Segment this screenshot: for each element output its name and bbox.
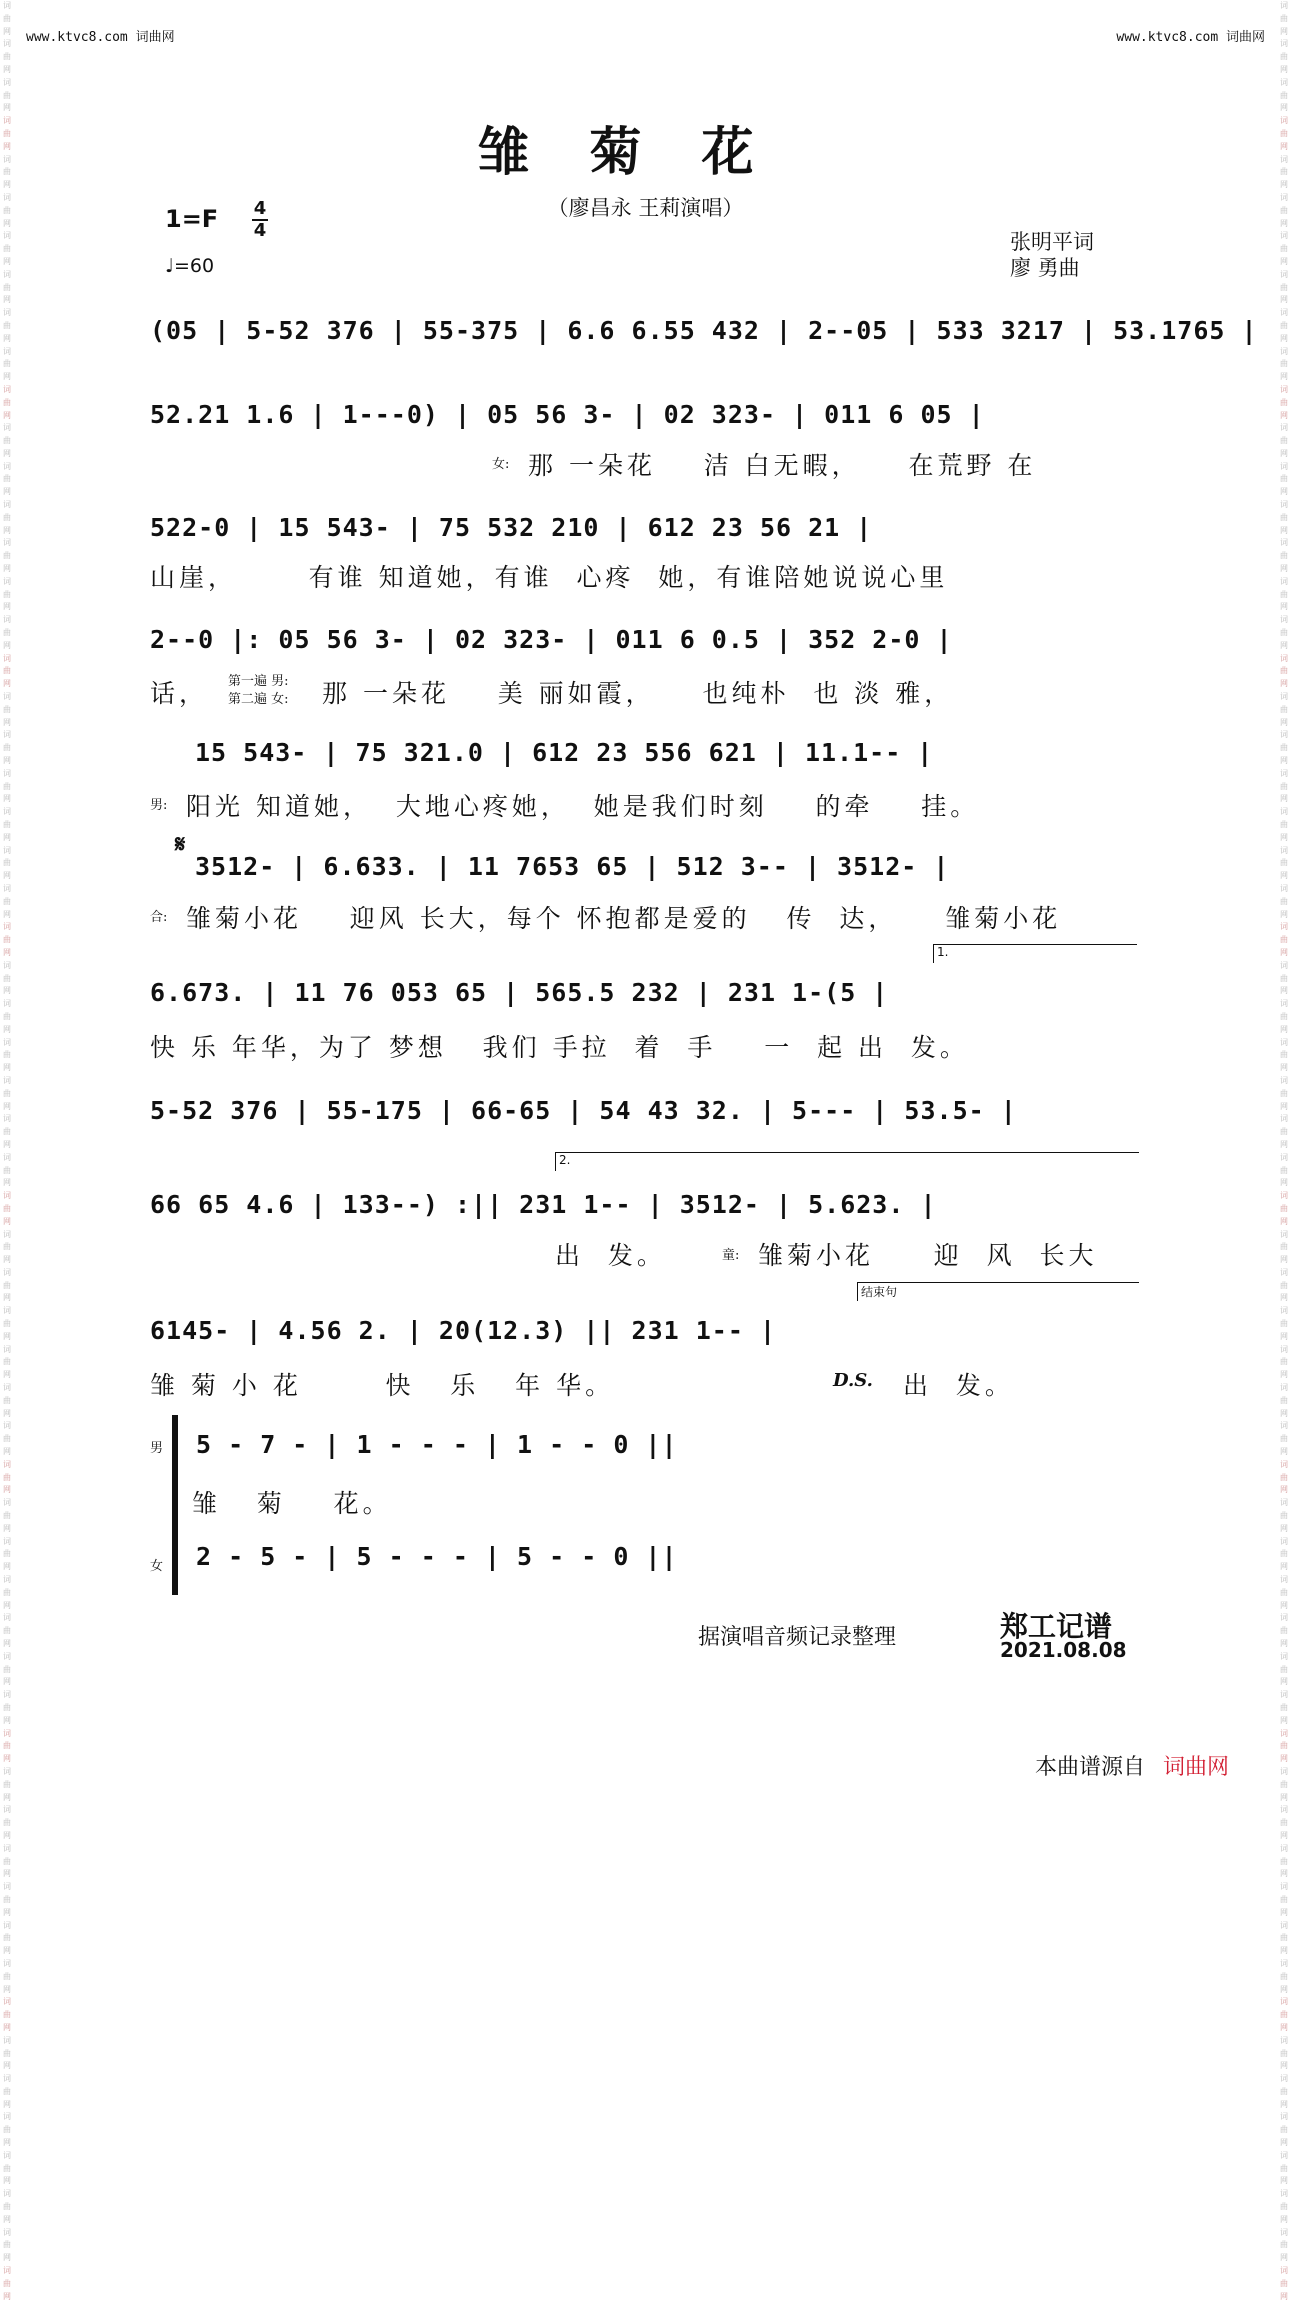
side-watermark-text: 词曲网 xyxy=(1280,692,1288,727)
side-watermark-text: 词曲网 xyxy=(3,1306,11,1341)
side-watermark-text: 词曲网 xyxy=(3,308,11,343)
source-credit xyxy=(1035,1750,1229,1781)
side-watermark-text: 词曲网 xyxy=(1280,154,1288,190)
side-watermark-text: 词曲网 xyxy=(1280,615,1288,650)
side-watermark-text: 词曲网 xyxy=(1280,192,1288,228)
side-watermark-text: 词曲网 xyxy=(3,960,11,996)
lyric-part-label: 女: xyxy=(492,457,510,472)
side-watermark-text: 词曲网 xyxy=(3,1728,11,1764)
side-watermark-text: 词曲网 xyxy=(1280,2074,1288,2109)
side-watermark-text: 词曲网 xyxy=(3,384,11,420)
side-watermark-text: 词曲网 xyxy=(1280,576,1288,612)
side-watermark-text: 词曲网 xyxy=(3,269,11,305)
site-watermark-left: www.ktvc8.com 词曲网 xyxy=(26,30,175,45)
side-watermark-text: 词曲网 xyxy=(3,1075,11,1111)
side-watermark-text: 词曲网 xyxy=(1280,730,1288,766)
score-line-1: (05 | 5-52 376 | 55-375 | 6.6 6.55 432 | 2--05 | 533 3217 | 53.1765 | xyxy=(150,316,1258,345)
side-watermark-text: 词曲网 xyxy=(1280,845,1288,881)
side-watermark-text: 词曲网 xyxy=(3,1037,11,1073)
side-watermark-text: 词曲网 xyxy=(1280,1191,1288,1226)
score-line-6: 3512- | 6.633. | 11 7653 65 | 512 3-- | 3512- | xyxy=(195,852,950,881)
side-watermark-text: 词曲网 xyxy=(3,1191,11,1226)
side-watermark-text: 词曲网 xyxy=(3,1267,11,1303)
score-line-5: 15 543- | 75 321.0 | 612 23 556 621 | 11.1-- | xyxy=(195,738,934,767)
side-watermark-text: 词曲网 xyxy=(3,2189,11,2224)
side-watermark-text: 词曲网 xyxy=(3,2150,11,2186)
side-watermark-text: 词曲网 xyxy=(1280,1536,1288,1572)
lyric-part-label: 男: xyxy=(150,798,168,813)
side-watermark-text: 词曲网 xyxy=(1280,1575,1288,1610)
source-label: 本曲谱源自 xyxy=(1035,1755,1146,1780)
side-watermark-text: 词曲网 xyxy=(1280,768,1288,804)
side-watermark-text: 词曲网 xyxy=(1280,1152,1288,1188)
side-watermark-text: 词曲网 xyxy=(3,500,11,535)
transcription-date: 2021.08.08 xyxy=(1000,1638,1127,1662)
side-watermark-text: 词曲网 xyxy=(1280,500,1288,535)
side-watermark-text: 词曲网 xyxy=(1280,999,1288,1034)
system-brace xyxy=(172,1415,178,1595)
tempo-mark: ♩=60 xyxy=(165,255,215,277)
female-part-label: 女 xyxy=(150,1559,164,1574)
side-watermark-text: 词曲网 xyxy=(1280,1306,1288,1341)
side-watermark-text: 词曲网 xyxy=(1280,1843,1288,1879)
volta-2: 2. xyxy=(555,1152,1139,1171)
side-watermark-text: 词曲网 xyxy=(1280,269,1288,305)
side-watermark-text: 词曲网 xyxy=(3,653,11,689)
side-watermark-text: 词曲网 xyxy=(1280,461,1288,497)
side-watermark-text: 词曲网 xyxy=(3,1920,11,1956)
side-watermark-text: 词曲网 xyxy=(3,1958,11,1994)
side-watermark-text: 词曲网 xyxy=(1280,960,1288,996)
side-watermark-text: 词曲网 xyxy=(3,1,11,36)
lyric-part-label: 合: xyxy=(150,910,168,925)
side-watermark-text: 词曲网 xyxy=(3,1882,11,1917)
side-watermark-text: 词曲网 xyxy=(1280,1997,1288,2032)
side-watermark-text: 词曲网 xyxy=(1280,423,1288,458)
side-watermark-text: 词曲网 xyxy=(1280,39,1288,74)
side-watermark-text: 词曲网 xyxy=(1280,1421,1288,1457)
side-watermark-text: 词曲网 xyxy=(3,1997,11,2032)
side-watermark-text: 词曲网 xyxy=(1280,538,1288,574)
side-watermark-text: 词曲网 xyxy=(1280,1920,1288,1956)
side-watermark-text: 词曲网 xyxy=(1280,2112,1288,2148)
side-watermark-text: 词曲网 xyxy=(1280,1498,1288,1533)
lyric-line-10: 出 发。 xyxy=(903,1371,1014,1400)
side-watermark-text: 词曲网 xyxy=(1280,1037,1288,1073)
lyric-line-4-head: 话， xyxy=(150,679,209,708)
side-watermark-text: 词曲网 xyxy=(1280,1958,1288,1994)
side-watermark-text: 词曲网 xyxy=(1280,308,1288,343)
side-watermark-text: 词曲网 xyxy=(1280,2150,1288,2186)
side-watermark-text: 词曲网 xyxy=(1280,2266,1288,2301)
site-watermark-right: www.ktvc8.com 词曲网 xyxy=(1116,30,1265,45)
lyric-line-10-head: 雏 菊 小 花 快 乐 年 华。 xyxy=(150,1371,615,1400)
ending-male-notes: 5 - 7 - | 1 - - - | 1 - - 0 || xyxy=(196,1430,678,1459)
side-watermark-text: 词曲网 xyxy=(3,692,11,727)
lyric-line-7: 快 乐 年华，为了 梦想 我们 手拉 着 手 一 起 出 发。 xyxy=(150,1033,969,1062)
side-watermark-text: 词曲网 xyxy=(3,1613,11,1648)
side-watermark-text: 词曲网 xyxy=(3,154,11,190)
side-watermark-text: 词曲网 xyxy=(1280,2035,1288,2071)
side-watermark-text: 词曲网 xyxy=(3,576,11,612)
side-watermark-text: 词曲网 xyxy=(3,1383,11,1418)
side-watermark-text: 词曲网 xyxy=(1280,1766,1288,1802)
score-line-2: 52.21 1.6 | 1---0) | 05 56 3- | 02 323- | 011 6 05 | xyxy=(150,400,985,429)
side-watermark-text: 词曲网 xyxy=(3,231,11,266)
score-line-9: 66 65 4.6 | 133--) :|| 231 1-- | 3512- | 5.623. | xyxy=(150,1190,937,1219)
side-watermark-text: 词曲网 xyxy=(3,1498,11,1533)
side-watermark-text: 词曲网 xyxy=(1280,1229,1288,1265)
side-watermark-text: 词曲网 xyxy=(1280,1383,1288,1418)
side-watermark-text: 词曲网 xyxy=(1280,346,1288,382)
side-watermark-text: 词曲网 xyxy=(3,999,11,1034)
score-line-8: 5-52 376 | 55-175 | 66-65 | 54 43 32. | 5--- | 53.5- | xyxy=(150,1096,1017,1125)
side-watermark-text: 词曲网 xyxy=(1280,1690,1288,1725)
side-watermark-text: 词曲网 xyxy=(1280,77,1288,113)
side-watermark-text: 词曲网 xyxy=(1280,1114,1288,1149)
side-watermark-text: 词曲网 xyxy=(3,39,11,74)
side-watermark-text: 词曲网 xyxy=(3,883,11,919)
song-title: 雏菊花 xyxy=(477,122,814,183)
volta-1: 1. xyxy=(933,944,1137,963)
lyric-part-label: 童: xyxy=(722,1248,740,1263)
meter-top: 4 xyxy=(253,198,267,219)
side-watermark-text: 词曲网 xyxy=(1280,2227,1288,2263)
side-watermark-text: 词曲网 xyxy=(3,1459,11,1495)
side-watermark-text: 词曲网 xyxy=(3,2266,11,2301)
lyric-line-4: 那 一朵花 美 丽如霞， 也纯朴 也 淡 雅， xyxy=(322,679,954,708)
side-watermark-text: 词曲网 xyxy=(3,1690,11,1725)
ending-male-lyrics: 雏 菊 花。 xyxy=(192,1489,392,1518)
side-watermark-text: 词曲网 xyxy=(3,1536,11,1572)
side-watermark-text: 词曲网 xyxy=(3,1766,11,1802)
side-watermark-text: 词曲网 xyxy=(3,845,11,881)
score-line-10: 6145- | 4.56 2. | 20(12.3) || 231 1-- | xyxy=(150,1316,776,1345)
side-watermark-text: 词曲网 xyxy=(1280,807,1288,842)
side-watermark-text: 词曲网 xyxy=(1280,1613,1288,1648)
dal-segno-mark: D.S. xyxy=(833,1370,873,1391)
lyric-line-6: 雏菊小花 迎风 长大，每个 怀抱都是爱的 传 达， 雏菊小花 xyxy=(186,904,1062,933)
side-watermark-text: 词曲网 xyxy=(1280,231,1288,266)
side-watermark-text: 词曲网 xyxy=(3,1651,11,1687)
male-part-label: 男 xyxy=(150,1441,164,1456)
side-watermark-text: 词曲网 xyxy=(3,77,11,113)
side-watermark-text: 词曲网 xyxy=(1280,1882,1288,1917)
side-watermark-text: 词曲网 xyxy=(3,807,11,842)
song-subtitle: （廖昌永 王莉演唱） xyxy=(547,196,744,220)
side-watermark-text: 词曲网 xyxy=(1280,883,1288,919)
side-watermark-text: 词曲网 xyxy=(3,1152,11,1188)
side-watermark-text: 词曲网 xyxy=(3,1421,11,1457)
score-line-3: 522-0 | 15 543- | 75 532 210 | 612 23 56 21 | xyxy=(150,513,873,542)
volta-ending: 结束句 xyxy=(857,1282,1139,1301)
source-brand-link[interactable]: 词曲网 xyxy=(1163,1755,1230,1780)
meter-bottom: 4 xyxy=(253,220,267,241)
side-watermark-text: 词曲网 xyxy=(3,922,11,957)
side-watermark-text: 词曲网 xyxy=(3,1114,11,1149)
side-watermark-text: 词曲网 xyxy=(3,116,11,151)
right-watermark-strip xyxy=(1277,0,1291,2301)
side-watermark-text: 词曲网 xyxy=(1280,1267,1288,1303)
transcriber-signature: 郑工记谱 xyxy=(1000,1610,1113,1643)
side-watermark-text: 词曲网 xyxy=(1280,653,1288,689)
side-watermark-text: 词曲网 xyxy=(3,730,11,766)
side-watermark-text: 词曲网 xyxy=(3,346,11,382)
side-watermark-text: 词曲网 xyxy=(3,2112,11,2148)
side-watermark-text: 词曲网 xyxy=(1280,2189,1288,2224)
side-watermark-text: 词曲网 xyxy=(3,1805,11,1840)
side-watermark-text: 词曲网 xyxy=(3,615,11,650)
lyricist-credit: 张明平词 xyxy=(1010,230,1094,254)
score-line-4: 2--0 |: 05 56 3- | 02 323- | 011 6 0.5 | 352 2-0 | xyxy=(150,625,953,654)
score-line-7: 6.673. | 11 76 053 65 | 565.5 232 | 231 1-(5 | xyxy=(150,978,889,1007)
transcription-note: 据演唱音频记录整理 xyxy=(698,1625,897,1650)
side-watermark-text: 词曲网 xyxy=(1280,1,1288,36)
side-watermark-text: 词曲网 xyxy=(1280,1805,1288,1840)
side-watermark-text: 词曲网 xyxy=(1280,1728,1288,1764)
side-watermark-text: 词曲网 xyxy=(3,2035,11,2071)
side-watermark-text: 词曲网 xyxy=(3,1843,11,1879)
lyric-line-3: 山崖， 有谁 知道她，有谁 心疼 她，有谁陪她说说心里 xyxy=(150,563,949,592)
side-watermark-text: 词曲网 xyxy=(3,1229,11,1265)
side-watermark-text: 词曲网 xyxy=(3,461,11,497)
side-watermark-text: 词曲网 xyxy=(1280,1344,1288,1380)
lyric-verse-label-2: 第二遍 女: xyxy=(228,692,289,707)
key-signature: 1=F xyxy=(165,205,219,233)
ending-female-notes: 2 - 5 - | 5 - - - | 5 - - 0 || xyxy=(196,1542,678,1571)
lyric-line-5: 阳光 知道她， 大地心疼她， 她是我们时刻 的牵 挂。 xyxy=(186,792,980,821)
side-watermark-text: 词曲网 xyxy=(3,768,11,804)
composer-credit: 廖 勇曲 xyxy=(1010,256,1080,280)
side-watermark-text: 词曲网 xyxy=(3,1344,11,1380)
side-watermark-text: 词曲网 xyxy=(3,538,11,574)
lyric-line-9: 雏菊小花 迎 风 长大 xyxy=(758,1241,1098,1270)
lyric-line-2: 那 一朵花 洁 白无暇， 在荒野 在 xyxy=(528,451,1037,480)
side-watermark-text: 词曲网 xyxy=(1280,922,1288,957)
side-watermark-text: 词曲网 xyxy=(3,192,11,228)
side-watermark-text: 词曲网 xyxy=(3,2227,11,2263)
side-watermark-text: 词曲网 xyxy=(3,1575,11,1610)
side-watermark-text: 词曲网 xyxy=(1280,116,1288,151)
side-watermark-text: 词曲网 xyxy=(1280,1459,1288,1495)
side-watermark-text: 词曲网 xyxy=(1280,1075,1288,1111)
segno-sign: 𝄋 xyxy=(175,830,186,858)
lyric-verse-label-1: 第一遍 男: xyxy=(228,674,289,689)
side-watermark-text: 词曲网 xyxy=(3,423,11,458)
left-watermark-strip xyxy=(0,0,14,2301)
side-watermark-text: 词曲网 xyxy=(3,2074,11,2109)
lyric-line-9-head: 出 发。 xyxy=(555,1241,666,1270)
side-watermark-text: 词曲网 xyxy=(1280,384,1288,420)
side-watermark-text: 词曲网 xyxy=(1280,1651,1288,1687)
time-signature xyxy=(252,200,268,240)
